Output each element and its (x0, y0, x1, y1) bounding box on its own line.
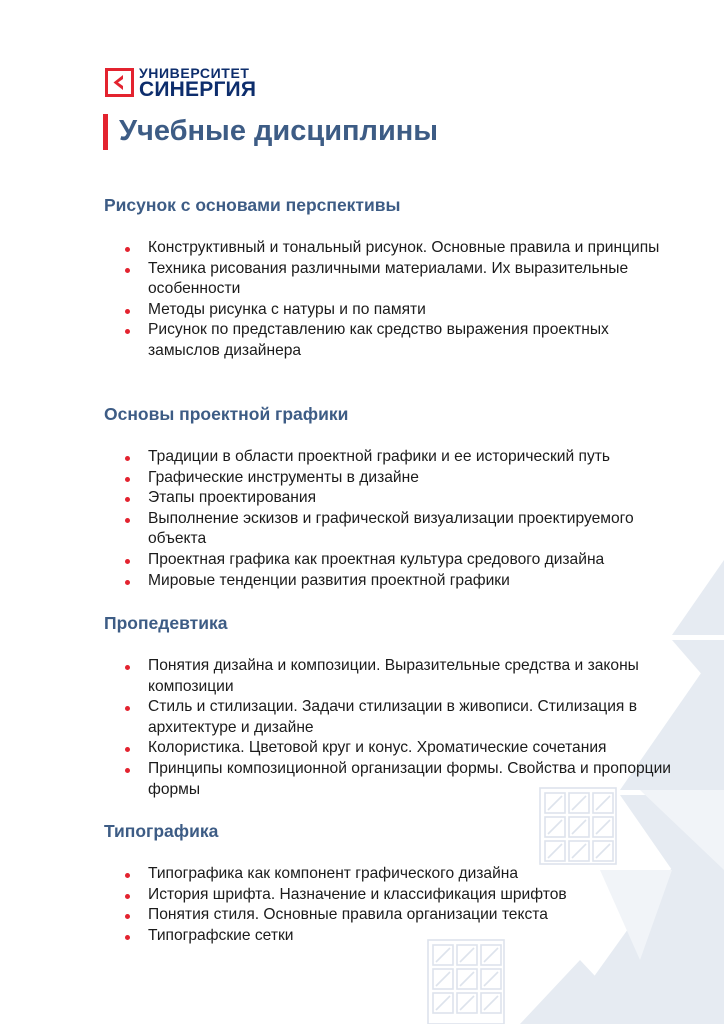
bullet-icon (125, 559, 130, 564)
section-drawing (104, 194, 704, 362)
title-accent-bar (103, 114, 108, 150)
list-item-text: Конструктивный и тональный рисунок. Основные правила и принципы (148, 239, 660, 256)
section-heading: Основы проектной графики (104, 404, 349, 424)
section-propaedeutics (104, 612, 704, 800)
list-item-text: Проектная графика как проектная культура средового дизайна (148, 550, 605, 568)
discipline-list (104, 864, 704, 946)
bullet-icon (125, 706, 130, 711)
section-heading: Рисунок с основами перспективы (104, 195, 401, 215)
section-project-graphics (104, 403, 704, 591)
list-item (104, 926, 678, 947)
bullet-icon (125, 747, 130, 752)
list-item-text: Графические инструменты в дизайне (148, 468, 419, 486)
list-item (104, 320, 678, 361)
discipline-list (104, 238, 704, 362)
list-item (104, 738, 678, 759)
bullet-icon (125, 768, 130, 773)
bullet-icon (125, 268, 130, 273)
section-typography (104, 820, 704, 946)
list-item-text: Техника рисования различными материалами. Их выразительные особенности (148, 259, 629, 298)
list-item-text: Типографские сетки (148, 926, 294, 944)
list-item-text: Типографика как компонент графического дизайна (148, 865, 519, 882)
list-item (104, 447, 678, 468)
bullet-icon (125, 580, 130, 585)
bullet-icon (125, 456, 130, 461)
list-item-text: Традиции в области проектной графики и ее исторический путь (148, 448, 611, 465)
list-item (104, 759, 678, 800)
list-item (104, 259, 678, 300)
list-item (104, 905, 678, 926)
list-item (104, 571, 678, 592)
list-item (104, 509, 678, 550)
list-item-text: Рисунок по представлению как средство выражения проектных замыслов дизайнера (148, 321, 609, 359)
bullet-icon (125, 873, 130, 878)
section-heading: Типографика (104, 821, 219, 841)
bullet-icon (125, 518, 130, 523)
synergy-logo-icon (105, 68, 134, 97)
bullet-icon (125, 914, 130, 919)
list-item-text: История шрифта. Назначение и классификация шрифтов (148, 885, 567, 903)
list-item (104, 697, 678, 738)
list-item-text: Этапы проектирования (148, 489, 317, 507)
list-item-text: Понятия стиля. Основные правила организации текста (148, 906, 548, 924)
list-item-text: Мировые тенденции развития проектной графики (148, 571, 510, 589)
list-item-text: Принципы композиционной организации формы. Свойства и пропорции формы (148, 759, 672, 798)
bullet-icon (125, 247, 130, 252)
bullet-icon (125, 309, 130, 314)
logo-text-synergy: СИНЕРГИЯ (139, 78, 257, 101)
bullet-icon (125, 477, 130, 482)
list-item (104, 300, 678, 321)
bullet-icon (125, 665, 130, 670)
list-item (104, 864, 678, 885)
list-item-text: Выполнение эскизов и графической визуализации проектируемого объекта (148, 509, 634, 548)
list-item (104, 488, 678, 509)
list-item-text: Методы рисунка с натуры и по памяти (148, 300, 426, 318)
list-item-text: Стиль и стилизации. Задачи стилизации в живописи. Стилизация в архитектуре и дизайне (148, 698, 637, 736)
discipline-list (104, 656, 704, 800)
section-heading: Пропедевтика (104, 613, 228, 633)
logo-text-university: УНИВЕРСИТЕТ (139, 65, 250, 81)
bullet-icon (125, 935, 130, 940)
list-item (104, 656, 678, 697)
list-item-text: Понятия дизайна и композиции. Выразительные средства и законы композиции (148, 657, 639, 695)
bullet-icon (125, 329, 130, 334)
list-item (104, 468, 678, 489)
list-item-text: Колористика. Цветовой круг и конус. Хроматические сочетания (148, 739, 607, 757)
list-item (104, 238, 678, 259)
list-item (104, 550, 678, 571)
list-item (104, 885, 678, 906)
bullet-icon (125, 497, 130, 502)
bullet-icon (125, 894, 130, 899)
page-title: Учебные дисциплины (119, 115, 439, 147)
discipline-list (104, 447, 704, 591)
